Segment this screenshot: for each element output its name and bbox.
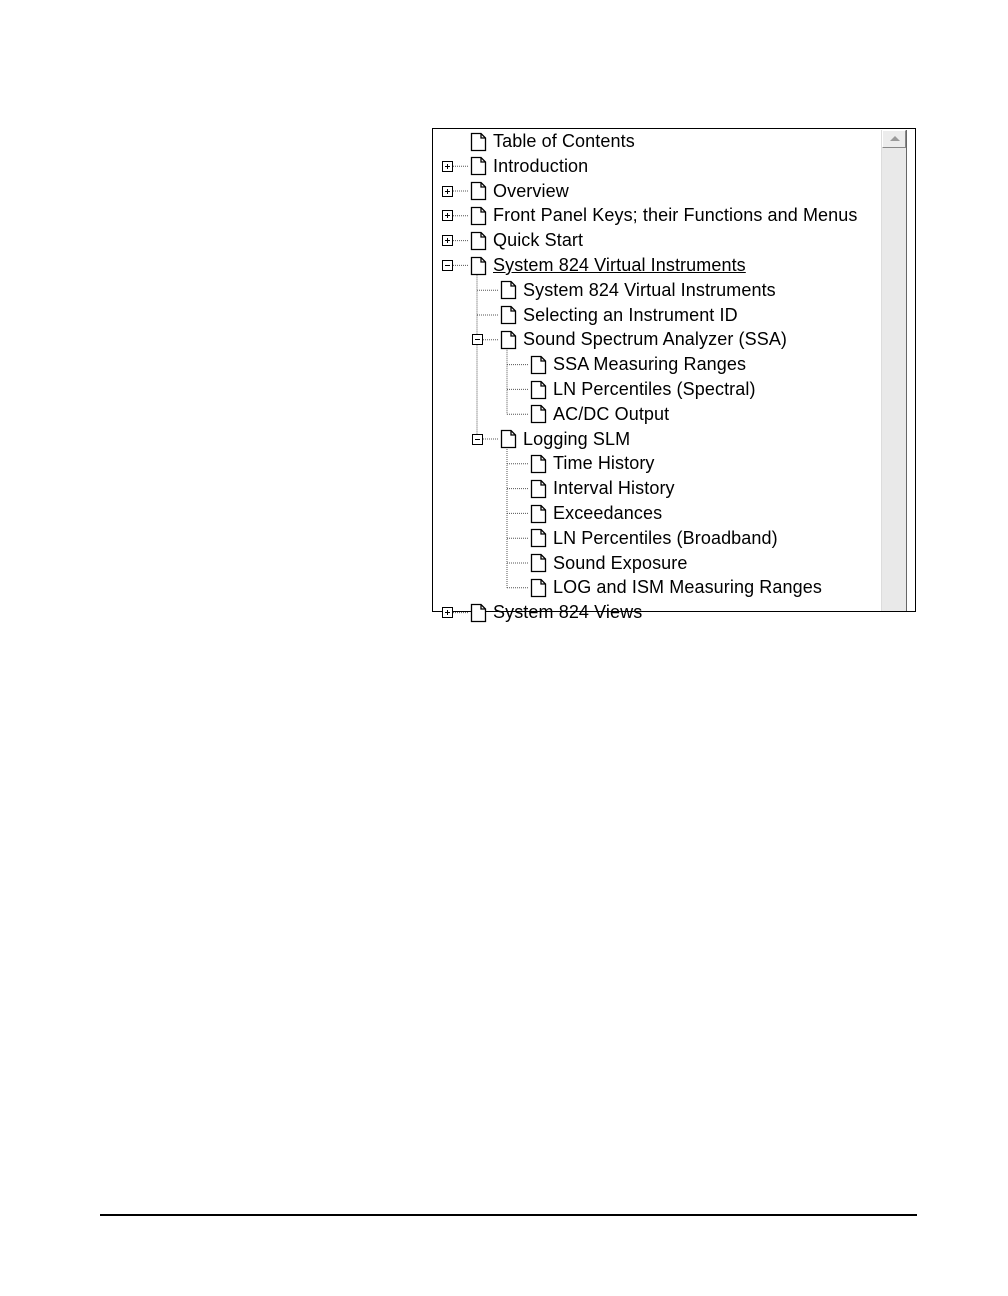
tree-node[interactable] bbox=[470, 228, 583, 253]
document-icon bbox=[530, 454, 547, 474]
tree-node[interactable] bbox=[500, 278, 776, 303]
document-icon bbox=[500, 280, 517, 300]
tree-node[interactable] bbox=[470, 179, 569, 204]
tree-node[interactable] bbox=[530, 476, 675, 501]
tree-node-label: LN Percentiles (Spectral) bbox=[553, 379, 756, 399]
document-icon bbox=[530, 528, 547, 548]
tree-node[interactable] bbox=[470, 154, 588, 179]
tree-node[interactable] bbox=[530, 575, 822, 600]
tree-node[interactable] bbox=[470, 253, 746, 278]
vertical-scrollbar[interactable] bbox=[881, 130, 907, 611]
footer-divider bbox=[100, 1214, 917, 1216]
tree-node[interactable] bbox=[530, 352, 746, 377]
document-icon bbox=[500, 429, 517, 449]
tree-node[interactable] bbox=[470, 203, 857, 228]
tree-node-label: Time History bbox=[553, 453, 655, 474]
document-icon bbox=[530, 355, 547, 375]
document-icon bbox=[470, 603, 487, 623]
tree-node-label: Interval History bbox=[553, 478, 675, 499]
tree-node[interactable] bbox=[500, 427, 630, 452]
minus-box-icon[interactable] bbox=[442, 260, 453, 271]
tree-node-label: AC/DC Output bbox=[553, 403, 670, 424]
tree-node[interactable] bbox=[530, 402, 669, 427]
document-icon bbox=[530, 479, 547, 499]
tree-node-label: Introduction bbox=[493, 155, 589, 176]
document-icon bbox=[470, 132, 487, 152]
tree-node[interactable] bbox=[500, 303, 738, 328]
tree-node-label: Sound Spectrum Analyzer (SSA) bbox=[523, 329, 788, 350]
tree-node-label: Front Panel Keys; their Functions and Menus bbox=[493, 205, 858, 226]
tree-node-label: Table of Contents bbox=[493, 131, 635, 151]
document-icon bbox=[470, 156, 487, 176]
minus-box-icon[interactable] bbox=[472, 334, 483, 345]
document-icon bbox=[530, 553, 547, 573]
document-icon bbox=[470, 231, 487, 251]
tree-node[interactable] bbox=[470, 129, 635, 154]
plus-box-icon[interactable] bbox=[442, 235, 453, 246]
document-icon bbox=[470, 206, 487, 226]
plus-box-icon[interactable] bbox=[442, 186, 453, 197]
tree-node-label: System 824 Virtual Instruments bbox=[523, 279, 776, 300]
tree-node[interactable] bbox=[530, 526, 778, 551]
document-icon bbox=[500, 330, 517, 350]
tree-node[interactable] bbox=[500, 327, 787, 352]
plus-box-icon[interactable] bbox=[442, 161, 453, 172]
tree-node-label: LN Percentiles (Broadband) bbox=[553, 527, 778, 548]
plus-box-icon[interactable] bbox=[442, 210, 453, 221]
minus-box-icon[interactable] bbox=[472, 434, 483, 445]
document-icon bbox=[530, 504, 547, 524]
plus-box-icon[interactable] bbox=[442, 607, 453, 618]
tree-node-label: Selecting an Instrument ID bbox=[523, 304, 738, 325]
tree-node-label: System 824 Virtual Instruments bbox=[493, 255, 746, 275]
tree-node-label: System 824 Views bbox=[493, 602, 643, 623]
document-icon bbox=[530, 404, 547, 424]
help-contents-tree-window bbox=[432, 128, 916, 623]
tree-node-label: Quick Start bbox=[493, 230, 584, 251]
document-icon bbox=[470, 256, 487, 276]
tree-view[interactable] bbox=[433, 129, 881, 623]
tree-node-label: Exceedances bbox=[553, 503, 663, 523]
tree-node[interactable] bbox=[530, 551, 688, 576]
tree-node-label: Logging SLM bbox=[523, 428, 631, 449]
scroll-up-button[interactable] bbox=[882, 130, 906, 148]
document-icon bbox=[500, 305, 517, 325]
document-icon bbox=[530, 578, 547, 598]
document-icon bbox=[530, 380, 547, 400]
tree-node-label: Sound Exposure bbox=[553, 552, 688, 573]
tree-node[interactable] bbox=[530, 501, 662, 526]
tree-node-label: LOG and ISM Measuring Ranges bbox=[553, 577, 822, 598]
tree-node[interactable] bbox=[530, 451, 655, 476]
tree-node-label: SSA Measuring Ranges bbox=[553, 354, 747, 375]
document-icon bbox=[470, 181, 487, 201]
tree-node-label: Overview bbox=[493, 180, 569, 201]
tree-node[interactable] bbox=[530, 377, 756, 402]
tree-node[interactable] bbox=[470, 600, 642, 625]
